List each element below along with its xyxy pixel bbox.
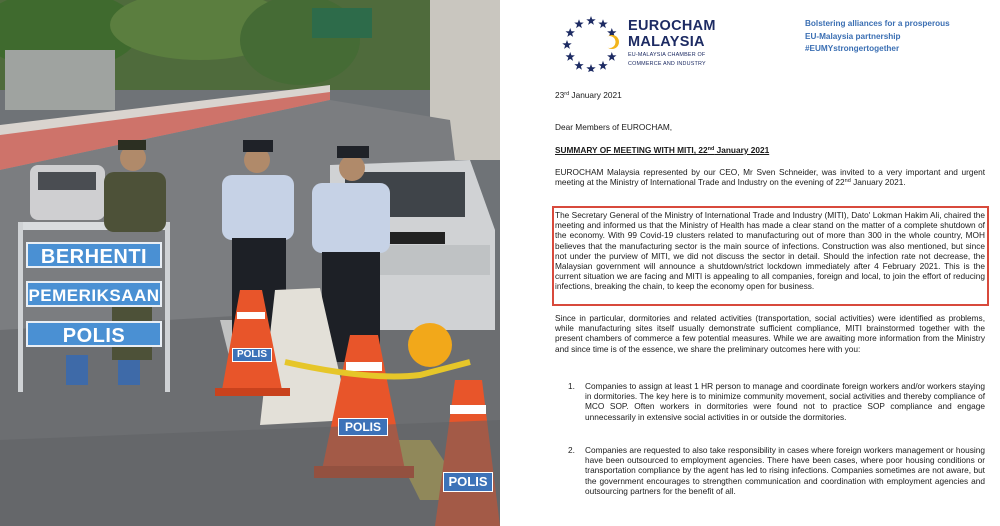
warning-light bbox=[408, 323, 452, 367]
measures-paragraph: Since in particular, dormitories and related activities (transportation, social activities) were identified as problems, while manufacturing sites itself usually demonstrate sufficient compliance, MITI brainstormed together with the present chambers of commerce a few potential measures. While we are awaiting more information from the Ministry and since time is of the essence, we share the preliminary outcomes here with you: bbox=[555, 313, 985, 354]
sign-polis-text: POLIS bbox=[62, 325, 126, 347]
title-month-year: January 2021 bbox=[714, 145, 770, 155]
highlighted-paragraph: The Secretary General of the Ministry of International Trade and Industry (MITI), Dato' Lokman Hakim Ali, chaired the meeting and informed us that the Ministry of Health has made a clear stand on the matter of a complete shutdown of the economy. With 99 Covid-19 clusters related to manufacturing out of more than 300 in the whole country, MOH believes that the manufacturing sector is the main source of infections. Construction was also mentioned, but since not under the purview of MITI, we did not discuss the sector in detail. Should the infection rate not decrease, the Malaysian government will announce a shutdown/strict lockdown immediately after 4 February 2021. This is the current situation we are facing and MITI is appealing to all companies, foreign and local, to join the effort of reducing infections, breaking the chain, to keep the economy open for business. bbox=[555, 210, 985, 292]
letter-greeting: Dear Members of EUROCHAM, bbox=[555, 122, 673, 132]
sign-pemeriksaan bbox=[26, 281, 162, 307]
tagline-line1: Bolstering alliances for a prosperous bbox=[805, 19, 950, 28]
intro-date-end: January 2021. bbox=[850, 177, 906, 188]
cone-3-label: POLIS bbox=[443, 472, 493, 492]
title-suffix: nd bbox=[707, 146, 715, 152]
letter-date bbox=[555, 90, 985, 100]
title-main: SUMMARY OF MEETING WITH MITI, 22 bbox=[555, 145, 708, 155]
intro-suffix: nd bbox=[844, 178, 851, 185]
car-left bbox=[30, 165, 105, 220]
sign-berhenti-text: BERHENTI bbox=[40, 246, 148, 268]
cone-2-label: POLIS bbox=[338, 418, 388, 436]
tagline-hashtag: #EUMYstrongertogether bbox=[805, 44, 900, 53]
logo-subtitle-line2: COMMERCE AND INDUSTRY bbox=[628, 61, 706, 67]
list-item-number: 1. bbox=[568, 381, 575, 391]
eurocham-logo bbox=[560, 10, 740, 72]
sign-polis bbox=[26, 321, 162, 347]
logo-name-line1: EUROCHAM bbox=[628, 18, 716, 34]
red-highlight-box bbox=[552, 206, 989, 306]
tagline bbox=[805, 18, 950, 56]
tagline-line2: EU-Malaysia partnership bbox=[805, 31, 901, 41]
cone-1-label: POLIS bbox=[232, 348, 272, 362]
sign-pemeriksaan-text: PEMERIKSAAN bbox=[28, 286, 160, 305]
intro-text: EUROCHAM Malaysia represented by our CEO, Mr Sven Schneider, was invited to a very important and urgent meeting at the Ministry of International Trade and Industry on the evening of 22 bbox=[555, 167, 985, 188]
sign-berhenti bbox=[26, 242, 162, 268]
list-item-text: Companies are requested to also take responsibility in cases where foreign workers management or housing have been outsourced to employment agencies. There have been cases, where poor housing conditions or transportation compliance by the agent has led to rising infections. Companies sometimes are not aware, but the government encourages to strengthen communication and coordination with employment agencies and outsourcing partners for the benefit of all. bbox=[585, 445, 985, 496]
eu-stars-icon bbox=[560, 10, 622, 72]
logo-name-line2: MALAYSIA bbox=[628, 34, 705, 50]
logo-subtitle-line1: EU-MALAYSIA CHAMBER OF bbox=[628, 52, 706, 58]
intro-paragraph bbox=[555, 167, 985, 187]
letter-title bbox=[555, 145, 985, 155]
list-item-number: 2. bbox=[568, 445, 575, 455]
list-item-text: Companies to assign at least 1 HR person to manage and coordinate foreign workers and/or workers staying in dormitories. The key here is to minimize community movement, social activities and thereby compliance of MCO SOP. Often workers in dormitories were found not to practice SOP compliance and engage unnecessarily in extensive social activities in or outside the dormitories. bbox=[585, 381, 985, 422]
date-suffix: rd bbox=[564, 91, 570, 97]
date-day: 23 bbox=[555, 90, 565, 100]
date-month-year: January 2021 bbox=[569, 90, 622, 100]
